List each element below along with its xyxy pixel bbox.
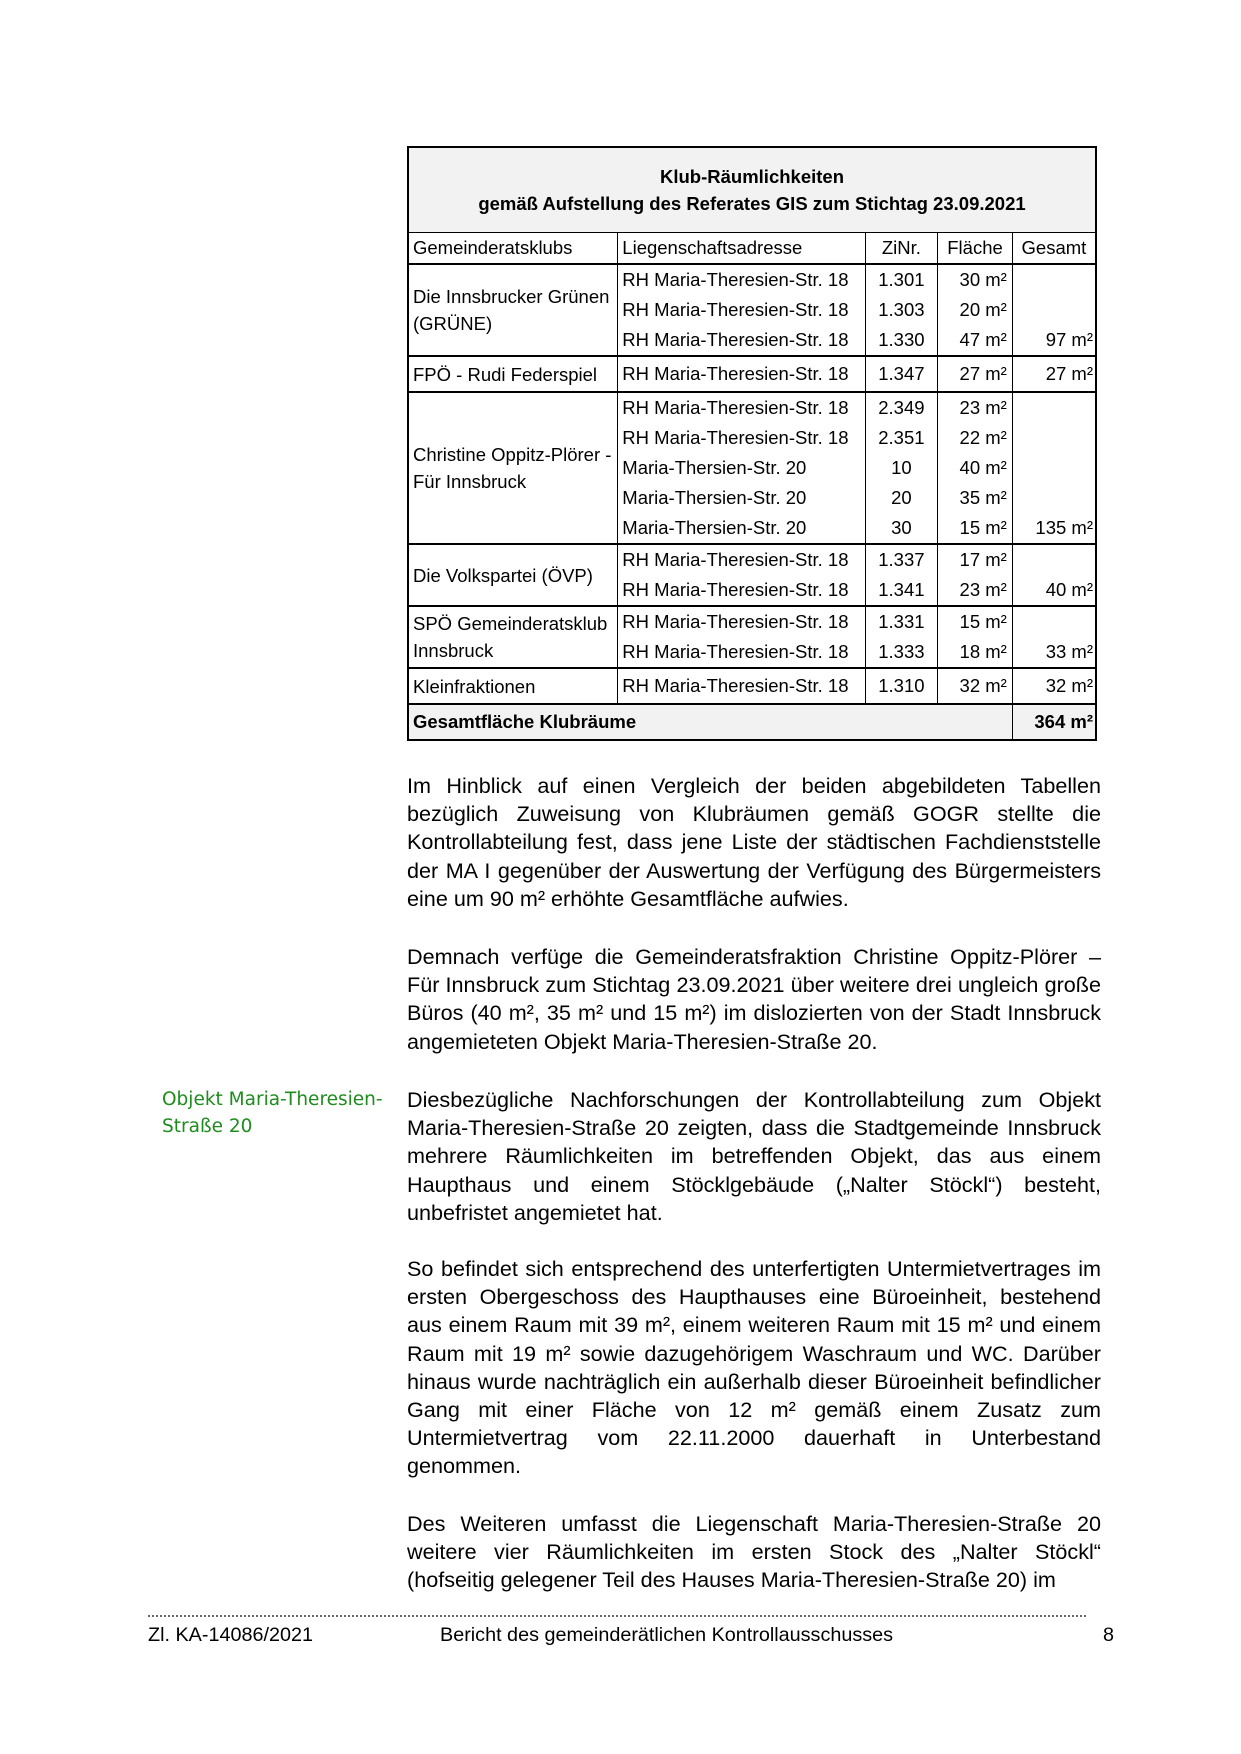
club-name-cell: FPÖ - Rudi Federspiel [408,356,618,392]
table-row [408,392,1096,423]
address-cell: RH Maria-Theresien-Str. 18 [618,423,865,453]
paragraph-1: Im Hinblick auf einen Vergleich der beiden abgebildeten Tabellen bezüglich Zuweisung von Klubräumen gemäß GOGR stellte die Kontrollabteilung fest, dass jene Liste der städtischen Fachdienststelle der MA I gegenüber der Auswertung der Verfügung des Bürgermeisters eine um 90 m² erhöhte Gesamtfläche aufwies. [407,773,1101,911]
total-cell [1012,264,1096,295]
address-cell: RH Maria-Theresien-Str. 18 [618,637,865,668]
area-cell: 27 m² [938,356,1013,392]
room-number-cell: 1.333 [865,637,938,668]
paragraph-4: So befindet sich entsprechend des unterfertigten Untermietvertrages im ersten Obergeschoss des Haupthauses eine Büroeinheit, bestehend aus einem Raum mit 39 m², einem weiteren Raum mit 15 m² und einem Raum mit 19 m² sowie dazugehörigem Waschraum und WC. Darüber hinaus wurde nachträglich ein außerhalb dieser Büroeinheit befindlicher Gang mit einer Fläche von 12 m² gemäß einem Zusatz zum Untermietvertrag vom 22.11.2000 dauerhaft in Unterbestand genommen. [407,1256,1101,1479]
area-cell: 32 m² [938,668,1013,704]
paragraph-2: Demnach verfüge die Gemeinderatsfraktion Christine Oppitz-Plörer – Für Innsbruck zum Stichtag 23.09.2021 über weitere drei ungleich große Büros (40 m², 35 m² und 15 m²) im dislozierten von der Stadt Innsbruck angemieteten Objekt Maria-Theresien-Straße 20. [407,944,1101,1054]
total-cell: 32 m² [1012,668,1096,704]
klub-rooms-table [407,146,1097,741]
footer-reference: Zl. KA-14086/2021 [148,1624,313,1646]
table-row [408,356,1096,392]
total-cell: 97 m² [1012,325,1096,356]
table-title-line1: Klub-Räumlichkeiten [660,166,844,187]
area-cell: 23 m² [938,575,1013,606]
area-cell: 22 m² [938,423,1013,453]
club-name-cell: Die Volkspartei (ÖVP) [408,544,618,606]
address-cell: RH Maria-Theresien-Str. 18 [618,295,865,325]
address-cell: RH Maria-Theresien-Str. 18 [618,392,865,423]
area-cell: 17 m² [938,544,1013,575]
total-cell [1012,453,1096,483]
room-number-cell: 1.347 [865,356,938,392]
table-row [408,264,1096,295]
area-cell: 35 m² [938,483,1013,513]
room-number-cell: 20 [865,483,938,513]
area-cell: 15 m² [938,513,1013,544]
address-cell: RH Maria-Theresien-Str. 18 [618,325,865,356]
total-label: Gesamtfläche Klubräume [408,704,1012,740]
room-number-cell: 1.301 [865,264,938,295]
address-cell: RH Maria-Theresien-Str. 18 [618,668,865,704]
room-number-cell: 1.331 [865,606,938,637]
paragraph-5: Des Weiteren umfasst die Liegenschaft Maria-Theresien-Straße 20 weitere vier Räumlichkeiten im ersten Stock des „Nalter Stöckl“ (hofseitig gelegener Teil des Hauses Maria-Theresien-Straße 20) im [407,1511,1101,1593]
total-cell [1012,483,1096,513]
address-cell: RH Maria-Theresien-Str. 18 [618,356,865,392]
room-number-cell: 1.341 [865,575,938,606]
room-number-cell: 1.337 [865,544,938,575]
area-cell: 30 m² [938,264,1013,295]
table-total-row [408,704,1096,740]
total-cell [1012,423,1096,453]
club-name-cell: Die Innsbrucker Grünen (GRÜNE) [408,264,618,356]
footer-divider [148,1615,1086,1617]
address-cell: Maria-Thersien-Str. 20 [618,483,865,513]
address-cell: RH Maria-Theresien-Str. 18 [618,606,865,637]
header-address: Liegenschaftsadresse [618,233,865,265]
header-area: Fläche [938,233,1013,265]
address-cell: RH Maria-Theresien-Str. 18 [618,575,865,606]
area-cell: 47 m² [938,325,1013,356]
club-name-cell: SPÖ Gemeinderatsklub Innsbruck [408,606,618,668]
club-name-cell: Christine Oppitz-Plörer - Für Innsbruck [408,392,618,544]
room-number-cell: 1.310 [865,668,938,704]
total-value: 364 m² [1012,704,1096,740]
table-header-row [408,233,1096,265]
area-cell: 18 m² [938,637,1013,668]
table-row [408,606,1096,637]
total-cell: 40 m² [1012,575,1096,606]
table-row [408,668,1096,704]
total-cell [1012,544,1096,575]
page-number: 8 [1103,1624,1115,1646]
address-cell: RH Maria-Theresien-Str. 18 [618,544,865,575]
room-number-cell: 2.351 [865,423,938,453]
total-cell [1012,392,1096,423]
table-title-line2: gemäß Aufstellung des Referates GIS zum Stichtag 23.09.2021 [478,193,1026,214]
table-caption [408,147,1096,233]
table-caption-row [408,147,1096,233]
room-number-cell: 30 [865,513,938,544]
header-room-number: ZiNr. [865,233,938,265]
total-cell: 33 m² [1012,637,1096,668]
total-cell: 27 m² [1012,356,1096,392]
room-number-cell: 2.349 [865,392,938,423]
address-cell: RH Maria-Theresien-Str. 18 [618,264,865,295]
room-number-cell: 10 [865,453,938,483]
room-number-cell: 1.303 [865,295,938,325]
footer-title: Bericht des gemeinderätlichen Kontrollausschusses [440,1624,894,1646]
klub-table-container [407,146,1097,741]
club-name-cell: Kleinfraktionen [408,668,618,704]
paragraph-3: Diesbezügliche Nachforschungen der Kontrollabteilung zum Objekt Maria-Theresien-Straße 20 zeigten, dass die Stadtgemeinde Innsbruck mehrere Räumlichkeiten im betreffenden Objekt, das aus einem Haupthaus und einem Stöcklgebäude („Nalter Stöckl“) besteht, unbefristet angemietet hat. [407,1087,1101,1225]
total-cell [1012,606,1096,637]
margin-note: Objekt Maria-Theresien-Straße 20 [162,1089,383,1137]
header-total: Gesamt [1012,233,1096,265]
address-cell: Maria-Thersien-Str. 20 [618,513,865,544]
area-cell: 23 m² [938,392,1013,423]
address-cell: Maria-Thersien-Str. 20 [618,453,865,483]
total-cell: 135 m² [1012,513,1096,544]
area-cell: 20 m² [938,295,1013,325]
total-cell [1012,295,1096,325]
room-number-cell: 1.330 [865,325,938,356]
table-row [408,544,1096,575]
area-cell: 15 m² [938,606,1013,637]
header-clubs: Gemeinderatsklubs [408,233,618,265]
area-cell: 40 m² [938,453,1013,483]
